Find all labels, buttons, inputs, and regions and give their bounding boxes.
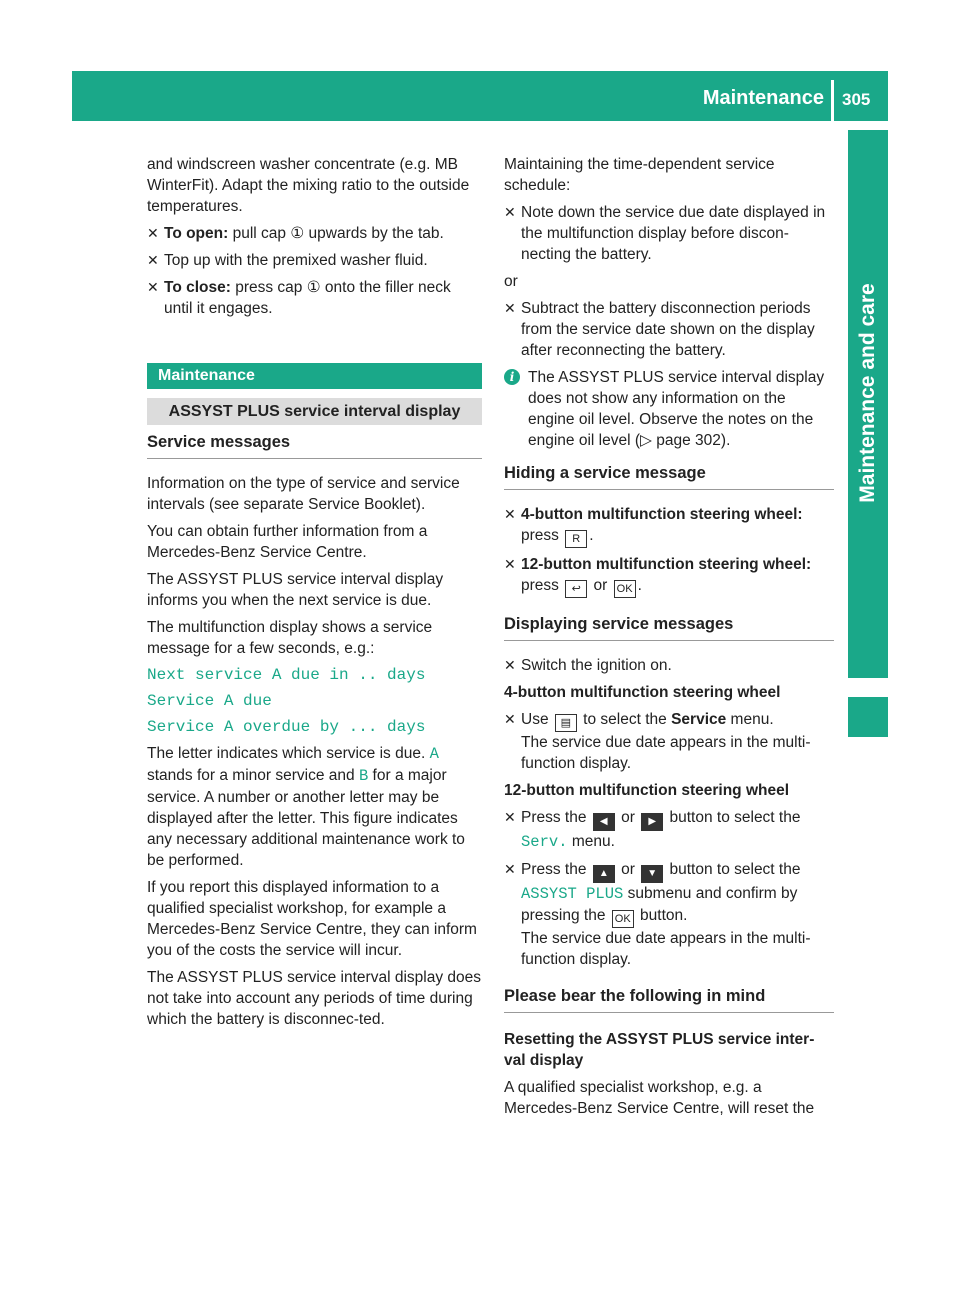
ok-key-icon: OK <box>614 580 636 598</box>
bullet-icon: ✕ <box>504 657 516 673</box>
header-divider <box>831 80 834 121</box>
page-reference[interactable]: ▷ page 302 <box>640 432 721 449</box>
bullet-icon: ✕ <box>504 204 516 220</box>
display-message: Service A overdue by ... days <box>147 718 426 736</box>
bullet-icon: ✕ <box>147 279 159 295</box>
display-message: Next service A due in .. days <box>147 666 426 684</box>
list-item: ✕ Subtract the battery disconnection periods from the service date shown on the display after reconnecting the battery. <box>504 300 815 359</box>
paragraph: A qualified specialist workshop, e.g. a Mercedes-Benz Service Centre, will reset the <box>504 1079 815 1117</box>
display-message: Service A due <box>147 692 272 710</box>
section-header: Maintenance <box>147 363 482 389</box>
left-column <box>147 154 482 1036</box>
page-title: Maintenance <box>702 87 824 109</box>
list-item: ✕ Switch the ignition on. <box>504 657 672 674</box>
page-number: 305 <box>842 90 871 109</box>
bullet-icon: ✕ <box>147 252 159 268</box>
left-key-icon: ◀ <box>593 813 615 831</box>
list-item: ✕ Use ▤ to select the Service menu. The service due date appears in the multi-function display. <box>504 711 811 772</box>
heading: Service messages <box>147 432 482 459</box>
display-code: B <box>358 767 369 785</box>
right-column <box>504 154 834 1125</box>
bullet-icon: ✕ <box>504 506 516 522</box>
paragraph: Information on the type of service and service intervals (see separate Service Booklet). <box>147 475 460 513</box>
down-key-icon: ▼ <box>641 865 663 883</box>
list-item: ✕ 12-button multifunction steering wheel: press ↩ or OK . <box>504 554 834 598</box>
bullet-icon: ✕ <box>504 711 516 727</box>
paragraph: The letter indicates which service is due. A stands for a minor service and B for a major service. A number or another letter may be displayed after the letter. This figure indicates any necessary additional maintenance work to be performed. <box>147 745 465 869</box>
paragraph: If you report this displayed information to a qualified specialist workshop, for example a Mercedes-Benz Service Centre, they can inform you of the costs the service will incur. <box>147 879 477 959</box>
list-item: ✕ To open: pull cap ① upwards by the tab. <box>147 225 444 242</box>
list-item: ✕ Note down the service due date displayed in the multifunction display before discon-necting the battery. <box>504 204 826 263</box>
bullet-icon: ✕ <box>504 809 516 825</box>
list-item: ✕ Top up with the premixed washer fluid. <box>147 252 428 269</box>
info-note: i The ASSYST PLUS service interval display does not show any information on the engine oil level. Observe the notes on the engine oil level (▷ page 302). <box>504 367 834 451</box>
subheading: 4-button multifunction steering wheel <box>504 684 781 701</box>
subheading: 12-button multifunction steering wheel <box>504 782 790 799</box>
bullet-icon: ✕ <box>504 300 516 316</box>
chapter-label: Maintenance and care <box>856 283 879 503</box>
list-item: ✕ Press the ▲ or ▼ button to select the ASSYST PLUS submenu and confirm by pressing the OK button. The service due date appears in the multi-function display. <box>504 861 811 968</box>
cap-symbol: ① <box>290 225 305 242</box>
display-code: Serv. <box>521 833 568 851</box>
subsection-header: ASSYST PLUS service interval display <box>147 398 482 425</box>
bullet-icon: ✕ <box>504 556 516 572</box>
subheading: Resetting the ASSYST PLUS service inter-val display <box>504 1031 815 1069</box>
thumb-marker <box>848 697 888 737</box>
list-item: ✕ To close: press cap ① onto the filler neck until it engages. <box>147 279 451 317</box>
menu-key-icon: ▤ <box>555 714 577 732</box>
paragraph: You can obtain further information from a Mercedes-Benz Service Centre. <box>147 523 428 561</box>
bullet-icon: ✕ <box>504 861 516 877</box>
list-item: ✕ Press the ◀ or ▶ button to select the Serv. menu. <box>504 809 801 851</box>
display-code: ASSYST PLUS <box>521 885 624 903</box>
cap-symbol: ① <box>306 279 321 296</box>
info-icon: i <box>504 369 520 385</box>
paragraph: or <box>504 273 518 290</box>
paragraph: The ASSYST PLUS service interval display informs you when the next service is due. <box>147 571 444 609</box>
paragraph: The ASSYST PLUS service interval display does not take into account any periods of time during which the battery is disconnec-ted. <box>147 969 481 1028</box>
list-item: ✕ 4-button multifunction steering wheel: press R . <box>504 504 834 548</box>
reset-key-icon: R <box>565 530 587 548</box>
ok-key-icon: OK <box>612 910 634 928</box>
heading: Hiding a service message <box>504 463 834 490</box>
bullet-icon: ✕ <box>147 225 159 241</box>
paragraph: The multifunction display shows a service message for a few seconds, e.g.: <box>147 619 433 657</box>
heading: Displaying service messages <box>504 614 834 641</box>
paragraph: Maintaining the time-dependent service schedule: <box>504 156 775 194</box>
back-key-icon: ↩ <box>565 580 587 598</box>
heading: Please bear the following in mind <box>504 986 834 1013</box>
paragraph: and windscreen washer concentrate (e.g. MB WinterFit). Adapt the mixing ratio to the outside temperatures. <box>147 156 470 215</box>
right-key-icon: ▶ <box>641 813 663 831</box>
display-code: A <box>429 745 439 763</box>
up-key-icon: ▲ <box>593 865 615 883</box>
